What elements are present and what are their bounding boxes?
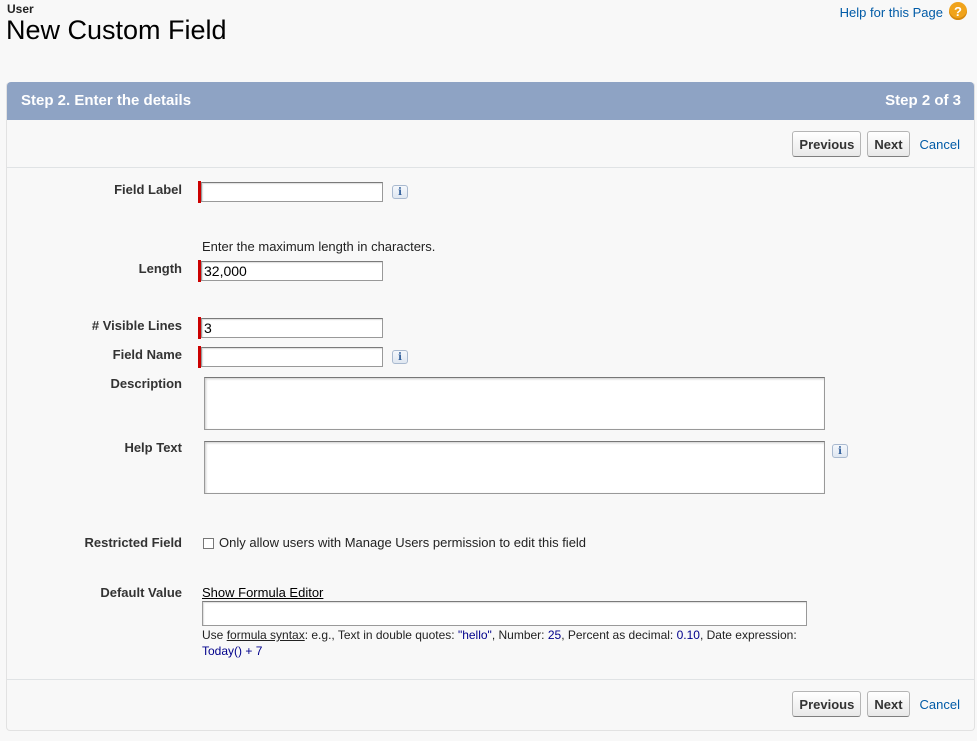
next-button[interactable]: Next bbox=[867, 131, 909, 157]
restricted-checkbox-label: Only allow users with Manage Users permission to edit this field bbox=[219, 535, 587, 550]
previous-button[interactable]: Previous bbox=[792, 131, 861, 157]
field-label-label: Field Label bbox=[114, 182, 182, 197]
info-icon[interactable]: i bbox=[392, 185, 408, 199]
length-hint: Enter the maximum length in characters. bbox=[202, 239, 436, 254]
breadcrumb: User bbox=[7, 2, 34, 16]
field-name-label: Field Name bbox=[112, 347, 182, 362]
step-title: Step 2. Enter the details bbox=[21, 92, 192, 109]
description-label: Description bbox=[110, 376, 182, 391]
question-circle-icon[interactable]: ? bbox=[949, 2, 967, 20]
length-label: Length bbox=[138, 261, 182, 276]
divider bbox=[7, 679, 974, 680]
cancel-link[interactable]: Cancel bbox=[919, 696, 960, 712]
formula-syntax-link[interactable]: formula syntax bbox=[226, 628, 305, 642]
formula-syntax-help: Use formula syntax: e.g., Text in double quotes: "hello", Number: 25, Percent as decimal: 0.10, Date expression: Today() + 7 bbox=[202, 628, 797, 658]
previous-button[interactable]: Previous bbox=[792, 691, 861, 717]
default-value-input[interactable] bbox=[202, 601, 807, 626]
length-input[interactable] bbox=[201, 261, 383, 281]
show-formula-editor-link[interactable]: Show Formula Editor bbox=[202, 585, 324, 600]
default-value-label: Default Value bbox=[100, 585, 182, 600]
visible-lines-input[interactable] bbox=[201, 318, 383, 338]
divider bbox=[7, 167, 974, 168]
description-textarea[interactable] bbox=[204, 377, 825, 430]
page-title: New Custom Field bbox=[6, 15, 227, 45]
bottom-button-bar bbox=[786, 691, 960, 717]
help-text-label: Help Text bbox=[124, 440, 182, 455]
help-link[interactable]: Help for this Page bbox=[839, 5, 943, 20]
field-label-input[interactable] bbox=[201, 182, 383, 202]
step-count: Step 2 of 3 bbox=[885, 92, 961, 109]
field-name-input[interactable] bbox=[201, 347, 383, 367]
help-text-textarea[interactable] bbox=[204, 441, 825, 494]
top-button-bar bbox=[786, 131, 960, 157]
next-button[interactable]: Next bbox=[867, 691, 909, 717]
restricted-field-label: Restricted Field bbox=[84, 535, 182, 550]
panel-header bbox=[7, 82, 974, 120]
cancel-link[interactable]: Cancel bbox=[919, 136, 960, 152]
info-icon[interactable]: i bbox=[392, 350, 408, 364]
restricted-checkbox[interactable] bbox=[203, 538, 214, 549]
info-icon[interactable]: i bbox=[832, 444, 848, 458]
visible-lines-label: # Visible Lines bbox=[91, 318, 182, 333]
